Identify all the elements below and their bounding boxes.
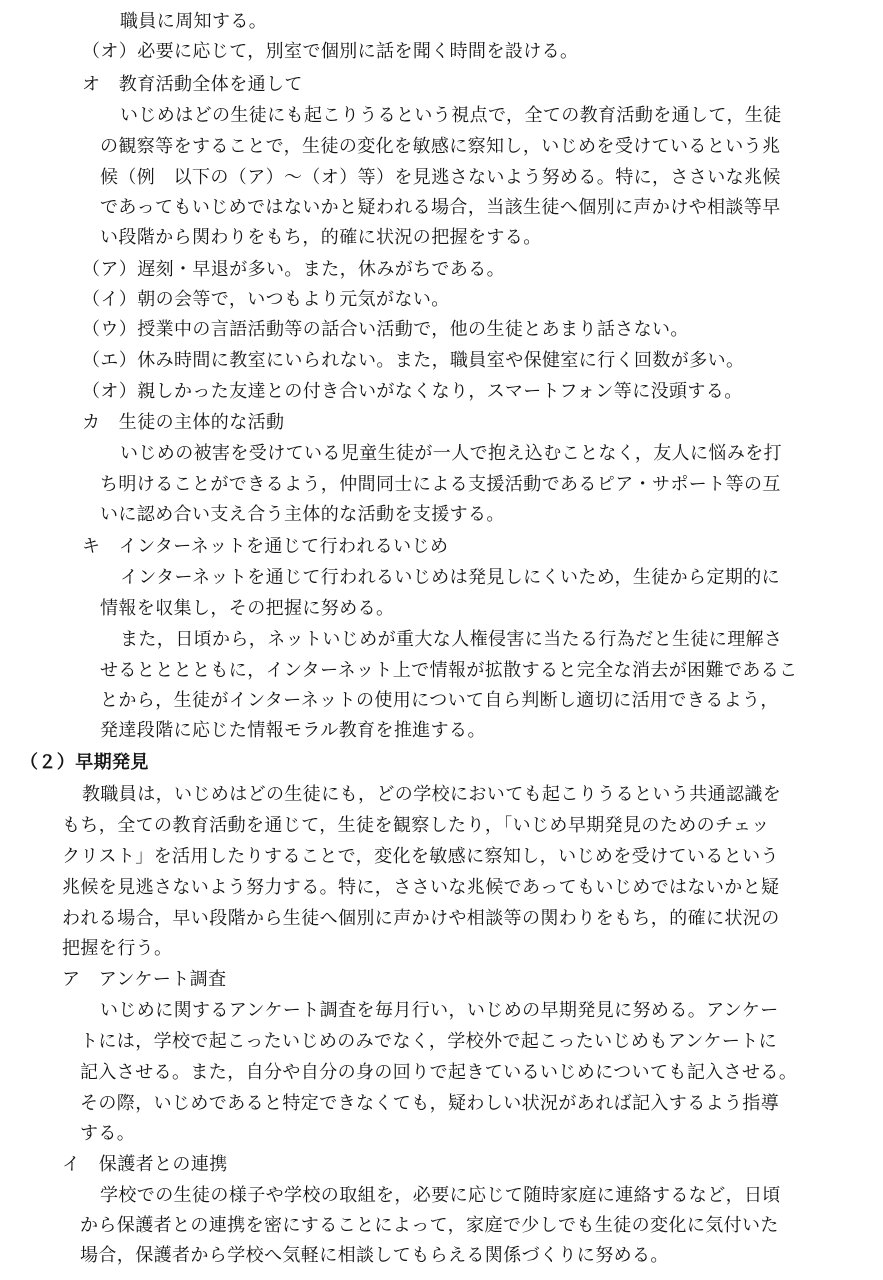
- section-heading: イ 保護者との連携: [62, 1154, 228, 1175]
- text-line: とから，生徒がインターネットの使用について自ら判断し適切に活用できるよう，: [100, 690, 779, 711]
- section-heading: オ 教育活動全体を通して: [82, 74, 303, 95]
- text-line: する。: [80, 1123, 136, 1144]
- text-line: われる場合，早い段階から生徒へ個別に声かけや相談等の関わりをもち，的確に状況の: [62, 908, 780, 929]
- text-line: 記入させる。また，自分や自分の身の回りで起きているいじめについても記入させる。: [80, 1062, 798, 1083]
- text-line: の観察等をすることで，生徒の変化を敏感に察知し，いじめを受けているという兆: [100, 136, 781, 157]
- section-heading: キ インターネットを通じて行われるいじめ: [82, 536, 449, 557]
- text-line: 職員に周知する。: [120, 11, 268, 32]
- text-line: い段階から関わりをもち，的確に状況の把握をする。: [100, 227, 542, 248]
- list-item: （イ）朝の会等で，いつもより元気がない。: [82, 289, 450, 310]
- text-line: であってもいじめではないかと疑われる場合，当該生徒へ個別に声かけや相談等早: [100, 197, 781, 218]
- text-line: 候（例 以下の（ア）～（オ）等）を見逃さないよう努める。特に，ささいな兆候: [100, 167, 781, 188]
- list-item: （エ）休み時間に教室にいられない。また，職員室や保健室に行く回数が多い。: [82, 350, 745, 371]
- text-line: もち，全ての教育活動を通じて，生徒を観察したり，「いじめ早期発見のためのチェッ: [62, 815, 770, 836]
- text-line: 教職員は，いじめはどの生徒にも，どの学校においても起こりうるという共通認識を: [82, 784, 782, 805]
- text-line: ち明けることができるよう，仲間同士による支援活動であるピア・サポート等の互: [100, 474, 781, 495]
- list-item: （ウ）授業中の言語活動等の話合い活動で，他の生徒とあまり話さない。: [82, 319, 689, 340]
- text-line: 場合，保護者から学校へ気軽に相談してもらえる関係づくりに努める。: [80, 1245, 669, 1266]
- section-title: （２）早期発見: [20, 752, 149, 773]
- text-line: いじめはどの生徒にも起こりうるという視点で，全ての教育活動を通して，生徒: [120, 105, 782, 126]
- list-item: （オ）親しかった友達との付き合いがなくなり，スマートフォン等に没頭する。: [82, 381, 743, 402]
- text-line: インターネットを通じて行われるいじめは発見しにくいため，生徒から定期的に: [120, 567, 781, 588]
- list-item: （ア）遅刻・早退が多い。また，休みがちである。: [82, 259, 506, 280]
- text-line: 情報を収集し，その把握に努める。: [100, 598, 395, 619]
- text-line: せるとととともに，インターネット上で情報が拡散すると完全な消去が困難であるこ: [100, 660, 798, 681]
- text-line: 学校での生徒の様子や学校の取組を，必要に応じて随時家庭に連絡するなど，日頃: [100, 1185, 781, 1206]
- text-line: （オ）必要に応じて，別室で個別に話を聞く時間を設ける。: [82, 41, 579, 62]
- text-line: トには，学校で起こったいじめのみでなく，学校外で起こったいじめもアンケートに: [80, 1031, 778, 1052]
- text-line: いじめの被害を受けている児童生徒が一人で抱え込むことなく，友人に悩みを打: [120, 443, 783, 464]
- text-line: 発達段階に応じた情報モラル教育を推進する。: [100, 720, 486, 741]
- text-line: いに認め合い支え合う主体的な活動を支援する。: [100, 504, 505, 525]
- text-line: クリスト」を活用したりすることで，変化を敏感に察知し，いじめを受けているという: [62, 846, 779, 867]
- section-heading: カ 生徒の主体的な活動: [82, 412, 285, 433]
- text-line: また，日頃から，ネットいじめが重大な人権侵害に当たる行為だと生徒に理解さ: [120, 629, 783, 650]
- text-line: いじめに関するアンケート調査を毎月行い，いじめの早期発見に努める。アンケー: [100, 1000, 779, 1021]
- text-line: から保護者との連携を密にすることによって，家庭で少しでも生徒の変化に気付いた: [80, 1215, 779, 1236]
- text-line: 兆候を見逃さないよう努力する。特に，ささいな兆候であってもいじめではないかと疑: [62, 877, 780, 898]
- text-line: 把握を行う。: [62, 938, 173, 959]
- text-line: その際，いじめであると特定できなくても，疑わしい状況があれば記入するよう指導: [80, 1093, 780, 1114]
- section-heading: ア アンケート調査: [62, 969, 227, 990]
